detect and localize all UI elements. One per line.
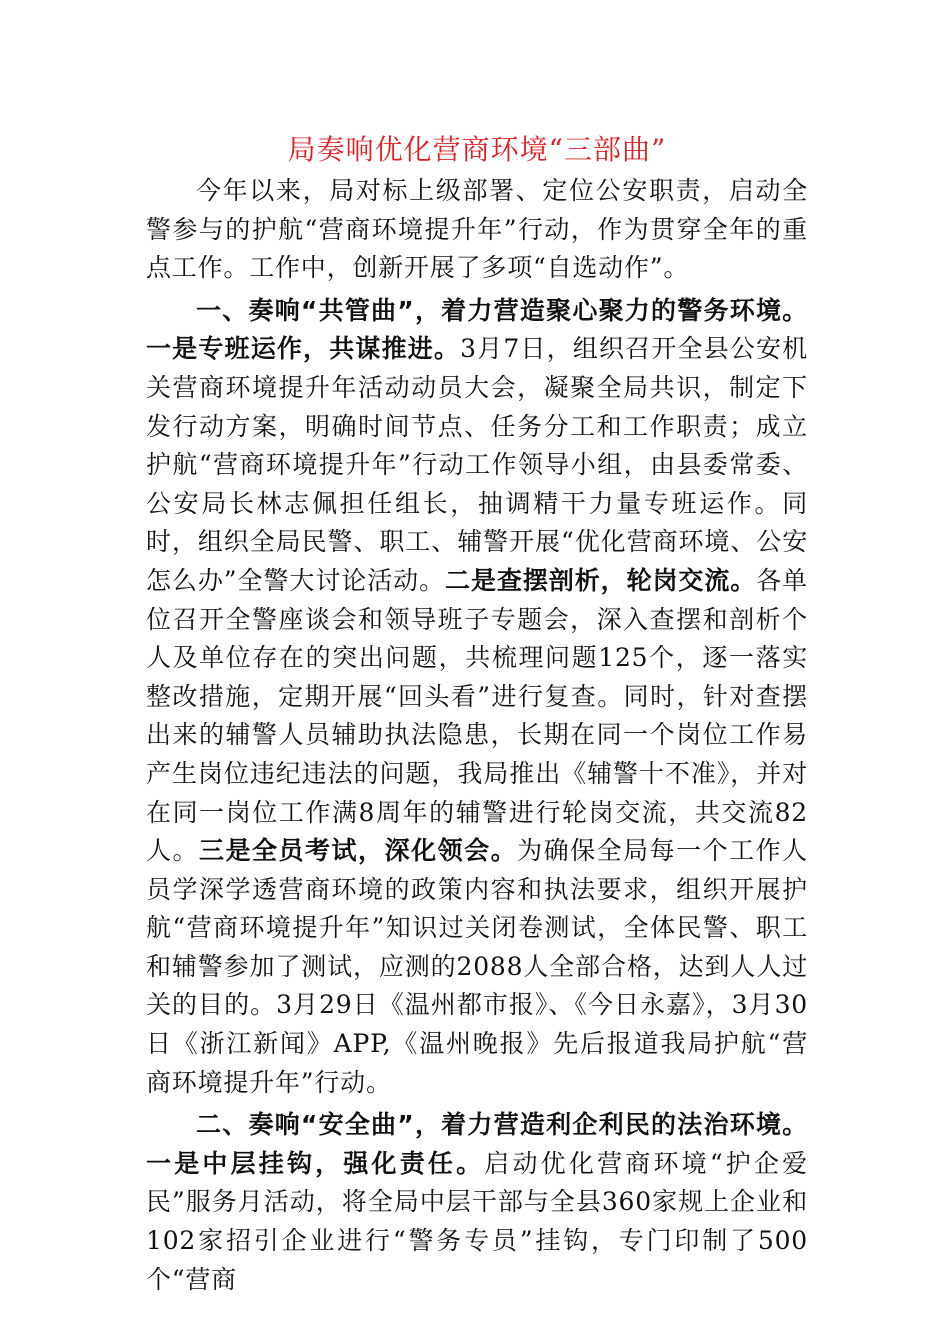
section-1-heading: 一、奏响“共管曲”，着力营造聚心聚力的警务环境。 [196,295,808,325]
section-2-point-1-text: 启动优化营商环境“护企爱民”服务月活动，将全局中层干部与全县360家规上企业和102家招引企业进行“警务专员”挂钩，专门印制了500个“营商 [146,1148,808,1294]
section-2-point-1-lead: 一是中层挂钩，强化责任。 [146,1148,485,1178]
document-page [146,128,808,1299]
document-title: 局奏响优化营商环境“三部曲” [287,133,667,166]
section-1-point-1-text: 3月7日，组织召开全县公安机关营商环境提升年活动动员大会，凝聚全局共识，制定下发行动方案，明确时间节点、任务分工和工作职责；成立护航“营商环境提升年”行动工作领导小组，由县委常委、公安局长林志佩担任组长，抽调精干力量专班运作。同时，组织全局民警、职工、辅警开展“优化营商环境、公安怎么办”全警大讨论活动。 [146,334,808,595]
section-1-point-1-lead: 一是专班运作，共谋推进。 [146,334,461,364]
section-1-point-3-lead: 三是全员考试，深化领会。 [199,836,518,866]
section-1-point-2-lead: 二是查摆剖析，轮岗交流。 [445,565,757,595]
section-2-paragraph [146,1106,808,1299]
section-1-paragraph [146,292,808,1102]
section-2-heading: 二、奏响“安全曲”，着力营造利企利民的法治环境。 [196,1110,808,1140]
intro-paragraph: 今年以来，局对标上级部署、定位公安职责，启动全警参与的护航“营商环境提升年”行动，作为贯穿全年的重点工作。工作中，创新开展了多项“自选动作”。 [146,176,808,283]
section-1-point-3-text: 为确保全局每一个工作人员学深学透营商环境的政策内容和执法要求，组织开展护航“营商环境提升年”知识过关闭卷测试，全体民警、职工和辅警参加了测试，应测的2088人全部合格，达到人人过关的目的。3月29日《温州都市报》、《今日永嘉》，3月30日《浙江新闻》APP,《温州晚报》先后报道我局护航“营商环境提升年”行动。 [146,836,808,1097]
section-1-point-2-text: 各单位召开全警座谈会和领导班子专题会，深入查摆和剖析个人及单位存在的突出问题，共梳理问题125个，逐一落实整改措施，定期开展“回头看”进行复查。同时，针对查摆出来的辅警人员辅助执法隐患，长期在同一个岗位工作易产生岗位违纪违法的问题，我局推出《辅警十不准》，并对在同一岗位工作满8周年的辅警进行轮岗交流，共交流82人。 [146,565,808,866]
